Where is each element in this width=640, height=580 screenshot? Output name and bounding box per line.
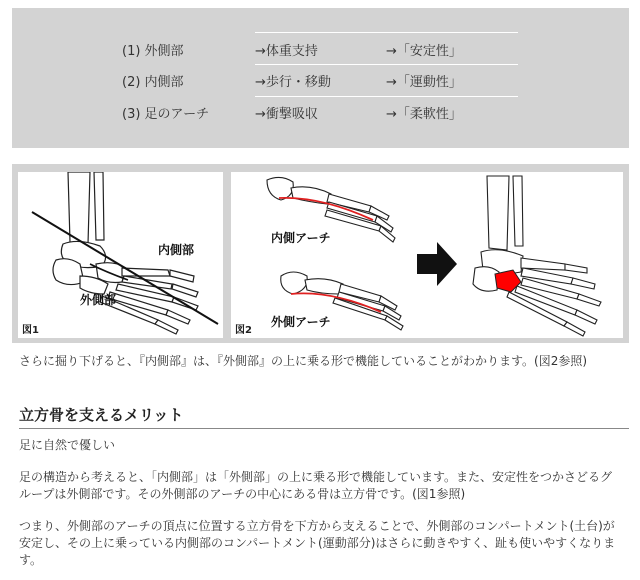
summary-row-1 (12, 34, 629, 64)
summary-part: (3) 足のアーチ (122, 107, 210, 122)
summary-function: →歩行・移動 (255, 75, 331, 90)
summary-quality: →「安定性」 (386, 44, 462, 59)
summary-part: (2) 内側部 (122, 75, 184, 90)
intro-paragraph: さらに掘り下げると、『内側部』は、『外側部』の上に乗る形で機能していることがわかります。(図2参照) (19, 354, 588, 368)
label-inner-part: 内側部 (158, 243, 195, 257)
summary-box (12, 8, 629, 148)
section-heading (19, 404, 629, 429)
summary-row-3 (12, 97, 629, 127)
figure-panel (12, 164, 629, 343)
section-heading-text: 立方骨を支えるメリット (19, 406, 184, 424)
summary-part: (1) 外側部 (122, 44, 184, 59)
figure-1 (18, 172, 223, 338)
label-outer-part: 外側部 (80, 293, 117, 307)
subheading: 足に自然で優しい (19, 438, 116, 452)
figure-number: 図2 (235, 325, 252, 336)
right-arrow-icon (417, 242, 457, 286)
summary-function: →体重支持 (255, 44, 318, 59)
label-outer-arch: 外側アーチ (271, 315, 331, 329)
summary-function: →衝撃吸収 (255, 107, 318, 122)
summary-quality: →「運動性」 (386, 75, 462, 90)
foot-skeleton-illustration-1 (18, 172, 223, 338)
body-paragraph-1: 足の構造から考えると、「内側部」は「外側部」の上に乗る形で機能しています。また、安定性をつかさどるグループは外側部です。その外側部のアーチの中心にある骨は立方骨です。(図1参照) (19, 470, 613, 501)
figure-2 (231, 172, 623, 338)
figure-number: 図1 (22, 325, 39, 336)
foot-skeleton-illustration-2 (231, 172, 623, 338)
summary-row-2 (12, 65, 629, 95)
label-inner-arch: 内側アーチ (271, 231, 331, 245)
row-divider (255, 32, 518, 33)
summary-quality: →「柔軟性」 (386, 107, 462, 122)
body-paragraph-2: つまり、外側部のアーチの頂点に位置する立方骨を下方から支えることで、外側部のコンパートメント(土台)が安定し、その上に乗っている内側部のコンパートメント(運動部分)はさらに動きやすく、趾も使いやすくなります。 (19, 519, 616, 567)
